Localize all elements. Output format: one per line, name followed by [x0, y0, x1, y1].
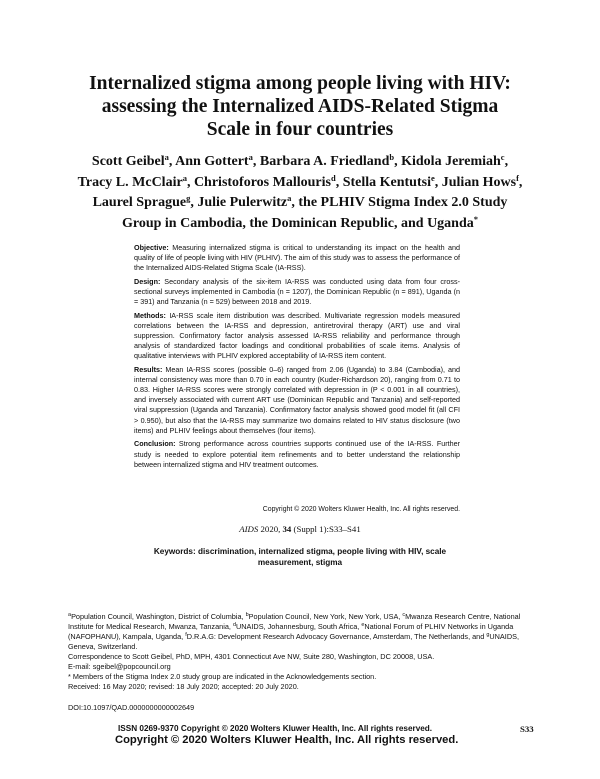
author-name: Stella Kentutsi	[342, 174, 431, 190]
author-affil: e	[430, 172, 435, 183]
affil-marker: f	[185, 632, 187, 638]
author-list	[0, 152, 600, 234]
issn-line: ISSN 0269-9370 Copyright © 2020 Wolters Kluwer Health, Inc. All rights reserved.	[118, 724, 433, 733]
author-affil: a	[182, 172, 187, 183]
affil-marker: a	[68, 612, 72, 618]
article-title	[0, 72, 600, 141]
title-line: assessing the Internalized AIDS-Related Stigma	[101, 96, 499, 117]
section-label: Objective:	[134, 243, 169, 252]
section-label: Design:	[134, 276, 161, 286]
author-line: Tracy L. McClair$^a$, Christoforos Mallouris$^d$, Stella Kentutsi$^e$, Julian Hows$^f$,	[77, 172, 523, 190]
affiliations: $^a$Population Council, Washington, District of Columbia, $^b$Population Council, New York, New York, USA, $^c$Mwanza Research Centre, National Institute for Medical Research, Mwanza, Tanzania, $^d$UNAIDS, Johannesburg, South Africa, $^e$National Forum of PLHIV Networks in Uganda (NAFOPHANU), Kampala, Uganda, $^f$D.R.A.G: Development Research Advocacy Governance, Amsterdam, The Netherlands, and $^g$UNAIDS, Geneva, Switzerland.	[68, 612, 521, 651]
section-label: Methods:	[134, 310, 166, 320]
citation-year: 2020,	[260, 524, 281, 534]
section-label: Conclusion:	[134, 439, 176, 449]
copyright-banner: Copyright © 2020 Wolters Kluwer Health, Inc. All rights reserved.	[115, 734, 459, 746]
author-name: the PLHIV Stigma Index 2.0 Study	[298, 195, 508, 210]
author-affil: d	[330, 172, 336, 183]
abstract-conclusion: Conclusion: Strong performance across countries supports continued use of the IA-RSS. Further study is needed to explore potential item refinements and to better understand the relationship between internalized stigma and HIV treatment outcomes.	[134, 439, 460, 469]
abstract-design: Design: Secondary analysis of the six-item IA-RSS was conducted using data from four cross-sectional surveys implemented in Cambodia (n = 1207), the Dominican Republic (n = 891), Uganda (n = 391) and Tanzania (n = 529) between 2018 and 2019.	[134, 276, 460, 307]
abstract-results: Results: Mean IA-RSS scores (possible 0–6) ranged from 2.06 (Uganda) to 3.84 (Cambodia), and internal consistency was more than 0.70 in each country (Kuder-Richardson 20), ranging from 0.71 to 0.83. Higher IA-RSS scores were strongly correlated with depression in (P < 0.001 in all countries), and inversely associated with current ART use (Dominican Republic and Tanzania) and self-reported viral suppression (Uganda and Tanzania). Confirmatory factor analysis showed good model fit (all CFI > 0.950), but also that the IA-RSS may summarize two domains related to HIV status disclosure (two items) and PLHIV feelings about themselves (four items).	[134, 365, 460, 435]
author-name: Christoforos Mallouris	[193, 174, 331, 190]
author-line	[0, 214, 600, 235]
author-name: Scott Geibel	[91, 154, 165, 169]
section-label: Results:	[134, 365, 163, 375]
affil-marker: g	[486, 632, 490, 638]
author-name: Kidola Jeremiah	[401, 154, 501, 169]
author-name: Group in Cambodia, the Dominican Republic, and Uganda	[121, 215, 474, 231]
study-group-note: * Members of the Stigma Index 2.0 study group are indicated in the Acknowledgements section.	[68, 672, 377, 681]
author-name: Julian Hows	[441, 174, 517, 190]
keywords-label: Keywords:	[153, 547, 196, 556]
author-affil: c	[500, 152, 505, 162]
email: E-mail: sgeibel@popcouncil.org	[68, 662, 171, 671]
footnotes	[68, 612, 538, 692]
author-name: Tracy L. McClair	[77, 174, 183, 190]
author-name: Laurel Sprague	[92, 195, 187, 210]
doi: DOI:10.1097/QAD.0000000000002649	[68, 703, 195, 712]
affil-marker: d	[232, 622, 236, 628]
journal-citation	[0, 524, 600, 534]
author-affil: g	[186, 193, 191, 203]
affil-marker: b	[245, 612, 249, 618]
author-line: Laurel Sprague$^g$, Julie Pulerwitz$^a$, the PLHIV Stigma Index 2.0 Study	[92, 193, 508, 210]
keywords	[150, 546, 450, 568]
author-affil: f	[516, 172, 519, 183]
journal-name: AIDS	[239, 524, 259, 534]
author-affil: a	[164, 152, 169, 162]
affil-marker: e	[361, 622, 365, 628]
author-name: Barbara A. Friedland	[259, 154, 390, 169]
author-affil: b	[389, 152, 395, 162]
abstract-objective: Objective: Measuring internalized stigma is critical to understanding its impact on the health and quality of life of people living with HIV (PLHIV). The aim of this study was to assess the performance of the Internalized AIDS-Related Stigma Scale (IA-RSS).	[134, 243, 461, 273]
keywords-list: discrimination, internalized stigma, people living with HIV, scale measurement, stigma	[198, 547, 447, 567]
author-affil: *	[473, 213, 478, 224]
author-affil: a	[287, 193, 292, 203]
author-line: Scott Geibel$^a$, Ann Gottert$^a$, Barbara A. Friedland$^b$, Kidola Jeremiah$^c$,	[91, 152, 509, 169]
author-name: Julie Pulerwitz	[197, 195, 288, 210]
received-dates: Received: 16 May 2020; revised: 18 July 2020; accepted: 20 July 2020.	[68, 682, 299, 691]
citation-pages: (Suppl 1):S33–S41	[293, 524, 361, 534]
page-number: S33	[520, 724, 534, 734]
abstract-methods: Methods: IA-RSS scale item distribution was described. Multivariate regression models measured correlations between the IA-RSS and depression, antiretroviral therapy (ART) use and viral suppression. Confirmatory factor analysis assessed IA-RSS reliability and performance through analysis of standardized factor loadings and conditional probabilities of scale items. Analysis of qualitative interviews with PLHIV explored acceptability of IA-RSS item content.	[134, 310, 460, 361]
affil-marker: c	[402, 612, 406, 618]
abstract	[134, 243, 460, 473]
abstract-copyright: Copyright © 2020 Wolters Kluwer Health, Inc. All rights reserved.	[262, 506, 460, 513]
citation-volume: 34	[282, 524, 292, 534]
author-name: Ann Gottert	[175, 154, 249, 169]
author-affil: a	[248, 152, 253, 162]
correspondence: Correspondence to Scott Geibel, PhD, MPH, 4301 Connecticut Ave NW, Suite 280, Washington, DC 20008, USA.	[68, 652, 435, 661]
title-line: Scale in four countries	[206, 119, 394, 140]
title-line: Internalized stigma among people living with HIV:	[89, 73, 511, 94]
